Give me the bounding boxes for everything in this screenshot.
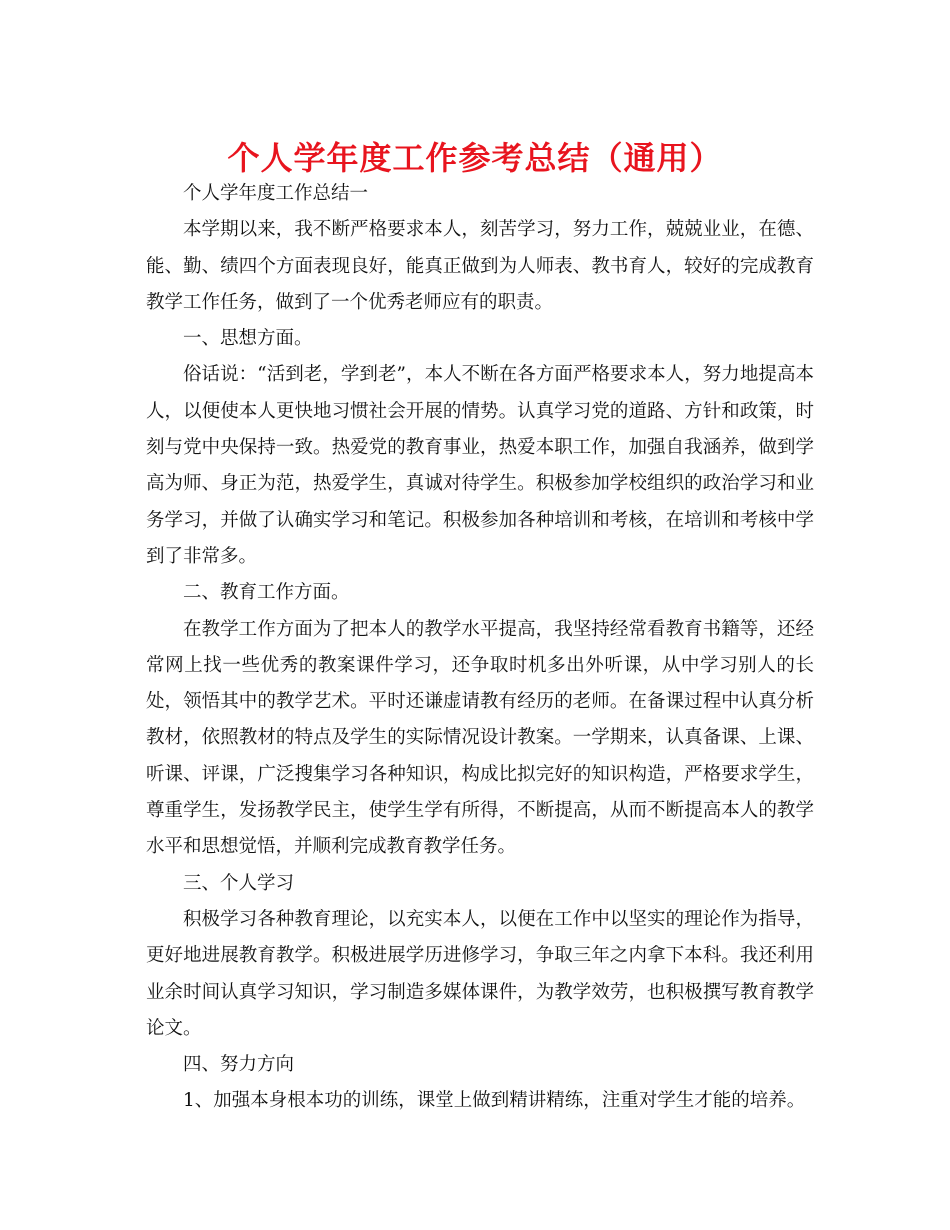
section-heading-thought: 一、思想方面。 [183, 328, 313, 350]
paragraph-teaching: 在教学工作方面为了把本人的教学水平提高，我坚持经常看教育书籍等，还经常网上找一些优秀的教案课件学习，还争取时机多出外听课，从中学习别人的长处，领悟其中的教学艺术。平时还谦虚请教有经历的老师。在备课过程中认真分析教材，依照教材的特点及学生的实际情况设计教案。一学期来，认真备课、上课、听课、评课，广泛搜集学习各种知识，构成比拟完好的知识构造，严格要求学生，尊重学生，发扬教学民主，使学生学有所得，不断提高，从而不断提高本人的教学水平和思想觉悟，并顺利完成教育教学任务。 [146, 618, 814, 858]
paragraph-direction-1: 1、加强本身根本功的训练，课堂上做到精讲精练，注重对学生才能的培养。 [183, 1090, 806, 1112]
section-heading-direction: 四、努力方向 [183, 1054, 295, 1076]
paragraph-study: 积极学习各种教育理论，以充实本人，以便在工作中以坚实的理论作为指导，更好地进展教育教学。积极进展学历进修学习，争取三年之内拿下本科。我还利用业余时间认真学习知识，学习制造多媒体课件，为教学效劳，也积极撰写教育教学论文。 [146, 908, 814, 1039]
section-heading-teaching: 二、教育工作方面。 [183, 582, 350, 604]
paragraph-intro: 本学期以来，我不断严格要求本人，刻苦学习，努力工作，兢兢业业，在德、能、勤、绩四个方面表现良好，能真正做到为人师表、教书育人，较好的完成教育教学工作任务，做到了一个优秀老师应有的职责。 [146, 219, 814, 313]
page-title: 个人学年度工作参考总结（通用） [227, 139, 723, 177]
section-heading-study: 三、个人学习 [183, 872, 295, 894]
paragraph-thought: 俗话说：“活到老，学到老”，本人不断在各方面严格要求本人，努力地提高本人，以便使本人更快地习惯社会开展的情势。认真学习党的道路、方针和政策，时刻与党中央保持一致。热爱党的教育事业，热爱本职工作，加强自我涵养，做到学高为师、身正为范，热爱学生，真诚对待学生。积极参加学校组织的政治学习和业务学习，并做了认确实学习和笔记。积极参加各种培训和考核，在培训和考核中学到了非常多。 [146, 364, 814, 567]
document-body [146, 176, 814, 1120]
paragraph-subtitle: 个人学年度工作总结一 [183, 183, 369, 204]
